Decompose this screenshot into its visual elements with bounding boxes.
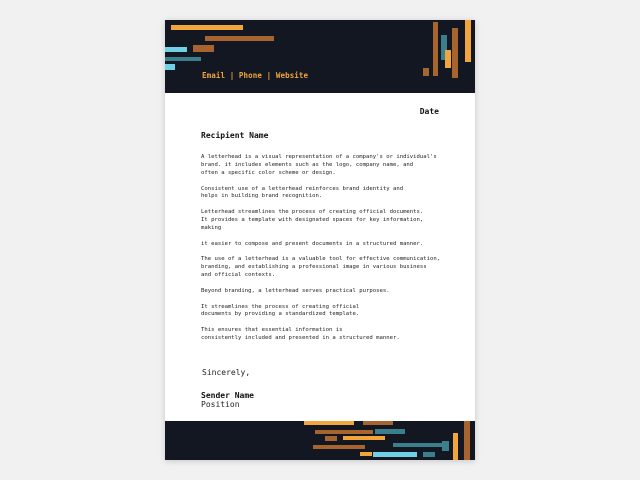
body-paragraph: it easier to compose and present documents in a structured manner. bbox=[201, 240, 424, 247]
decor-bar bbox=[304, 421, 354, 425]
decor-bar bbox=[193, 45, 214, 52]
decor-bar bbox=[171, 25, 243, 30]
decor-bar bbox=[363, 421, 393, 425]
sender-name: Sender Name bbox=[201, 391, 254, 400]
decor-bar bbox=[343, 436, 385, 440]
recipient-name: Recipient Name bbox=[201, 131, 269, 140]
decor-bar bbox=[423, 68, 429, 76]
letter-body bbox=[201, 154, 441, 351]
letterhead-footer bbox=[165, 421, 475, 460]
body-paragraph: Letterhead streamlines the process of creating official documents. It provides a template with designated spaces for key information, making bbox=[201, 209, 424, 231]
decor-bar bbox=[375, 429, 405, 434]
decor-bar bbox=[165, 47, 187, 52]
decor-bar bbox=[453, 433, 458, 460]
decor-bar bbox=[205, 36, 274, 41]
decor-bar bbox=[442, 441, 449, 451]
decor-bar bbox=[464, 421, 470, 460]
letter-date: Date bbox=[419, 107, 439, 116]
contact-info: Email | Phone | Website bbox=[202, 71, 309, 80]
decor-bar bbox=[452, 28, 458, 78]
sender-position: Position bbox=[201, 400, 240, 409]
letterhead-header bbox=[165, 20, 475, 93]
decor-bar bbox=[313, 445, 365, 449]
decor-bar bbox=[315, 430, 373, 434]
decor-bar bbox=[393, 443, 443, 447]
decor-bar bbox=[433, 22, 438, 76]
decor-bar bbox=[165, 57, 201, 61]
body-paragraph: The use of a letterhead is a valuable tool for effective communication, branding, and establishing a professional image in various business and official contexts. bbox=[201, 256, 441, 279]
decor-bar bbox=[465, 20, 471, 62]
letterhead-page bbox=[165, 20, 475, 460]
letter-closing: Sincerely, bbox=[202, 368, 251, 377]
decor-bar bbox=[360, 452, 372, 456]
decor-bar bbox=[325, 436, 337, 441]
decor-bar bbox=[165, 64, 175, 70]
body-paragraph: Beyond branding, a letterhead serves practical purposes. bbox=[201, 287, 390, 294]
body-paragraph: This ensures that essential information is consistently included and presented in a structured manner. bbox=[201, 327, 400, 342]
body-paragraph: Consistent use of a letterhead reinforces brand identity and helps in building brand recognition. bbox=[201, 185, 404, 200]
decor-bar bbox=[423, 452, 435, 457]
body-paragraph: It streamlines the process of creating official documents by providing a standardized template. bbox=[201, 303, 360, 318]
body-paragraph: A letterhead is a visual representation of a company's or individual's brand. it includes elements such as the logo, company name, and often a specific color scheme or design. bbox=[201, 154, 437, 176]
decor-bar bbox=[373, 452, 417, 457]
decor-bar bbox=[445, 50, 451, 68]
